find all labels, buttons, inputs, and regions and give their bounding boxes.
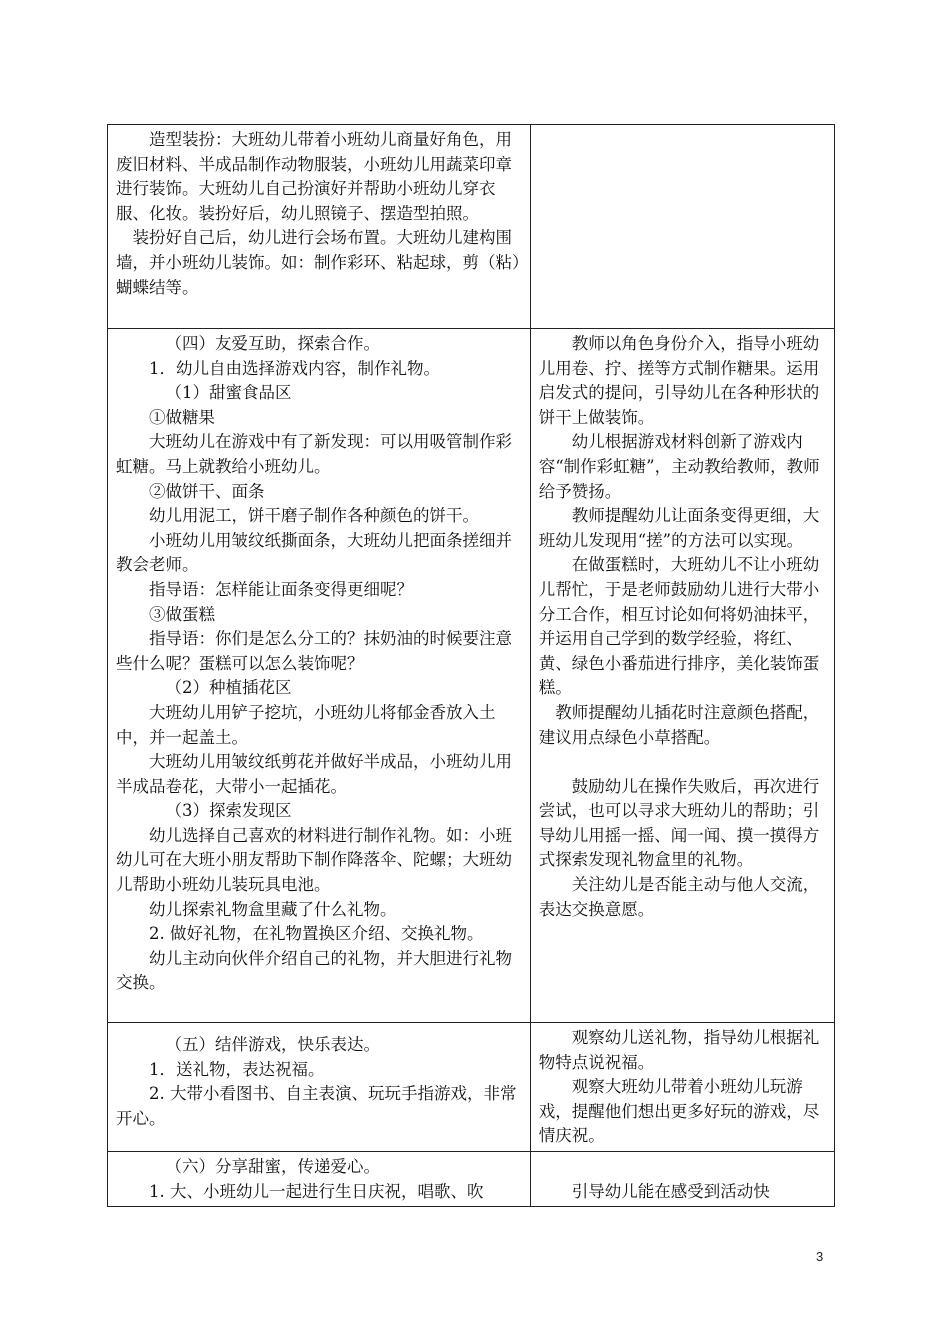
activity-cell [108,1151,531,1206]
guidance-cell [530,1023,834,1152]
page-number: 3 [816,1249,824,1264]
item-heading: ③做蛋糕 [149,604,215,624]
paragraph: 教师提醒幼儿让面条变得更细，大班幼儿发现用“搓”的方法可以实现。 [538,506,820,550]
table-row [108,1151,835,1206]
guidance-cell [530,329,834,1023]
paragraph: 大班幼儿用铲子挖坑，小班幼儿将郁金香放入土中，并一起盖土。 [116,702,496,747]
paragraph: 2. 做好礼物，在礼物置换区介绍、交换礼物。 [149,924,484,944]
paragraph: 幼儿用泥工，饼干磨子制作各种颜色的饼干。 [149,506,479,526]
paragraph: 幼儿探索礼物盒里藏了什么礼物。 [149,899,397,919]
paragraph: 造型装扮：大班幼儿带着小班幼儿商量好角色，用废旧材料、半成品制作动物服装，小班幼儿用蔬菜印章进行装饰。大班幼儿自己扮演好并帮助小班幼儿穿衣服、化妆。装扮好后，幼儿照镜子、摆造型拍照。 [116,130,512,223]
paragraph: 装扮好自己后，幼儿进行会场布置。大班幼儿建构围墙，并小班幼儿装饰。如：制作彩环、粘起球，剪（粘）蝴蝶结等。 [116,228,521,297]
paragraph: 1．送礼物，表达祝福。 [149,1059,325,1079]
guide-prompt: 指导语：怎样能让面条变得更细呢？ [149,579,413,599]
table-row [108,125,835,329]
item-heading: ①做糖果 [149,407,215,427]
lesson-plan-table [107,124,835,1207]
activity-cell [108,125,531,329]
section-heading: （四）友爱互助，探索合作。 [165,334,380,353]
paragraph: 1. 大、小班幼儿一起进行生日庆祝，唱歌、吹 [149,1181,484,1201]
guidance-cell [530,1151,834,1206]
paragraph: 观察幼儿送礼物，指导幼儿根据礼物特点说祝福。 [538,1028,820,1072]
guidance-cell [530,125,834,329]
paragraph: 观察大班幼儿带着小班幼儿玩游戏，提醒他们想出更多好玩的游戏，尽情庆祝。 [538,1077,820,1146]
table-row [108,1023,835,1152]
section-heading: （五）结伴游戏，快乐表达。 [165,1035,380,1054]
subsection-heading: （2）种植插花区 [165,678,292,698]
paragraph: 大班幼儿用皱纹纸剪花并做好半成品，小班幼儿用半成品卷花，大带小一起插花。 [116,752,512,796]
subsection-heading: （3）探索发现区 [165,801,292,821]
activity-cell [108,329,531,1023]
paragraph: 幼儿选择自己喜欢的材料进行制作礼物。如：小班幼儿可在大班小朋友帮助下制作降落伞、陀螺；大班幼儿帮助小班幼儿装玩具电池。 [116,825,512,895]
blank-line [539,750,826,775]
blank-line [539,1155,826,1180]
paragraph: 教师提醒幼儿插花时注意颜色搭配，建议用点绿色小草搭配。 [538,702,820,747]
paragraph: 2. 大带小看图书、自主表演、玩玩手指游戏，非常开心。 [116,1084,517,1128]
paragraph: 在做蛋糕时，大班幼儿不让小班幼儿帮忙，于是老师鼓励幼儿进行大带小分工合作，相互讨论如何将奶油抹平，并运用自己学到的数学经验，将红、黄、绿色小番茄进行排序，美化装饰蛋糕。 [538,555,820,698]
paragraph: 引导幼儿能在感受到活动快 [571,1181,770,1201]
paragraph: 幼儿主动向伙伴介绍自己的礼物，并大胆进行礼物交换。 [116,948,512,993]
paragraph: 教师以角色身份介入，指导小班幼儿用卷、拧、搓等方式制作糖果。运用启发式的提问，引导幼儿在各种形状的饼干上做装饰。 [538,334,820,427]
activity-cell [108,1023,531,1152]
paragraph: 小班幼儿用皱纹纸撕面条，大班幼儿把面条搓细并教会老师。 [116,530,512,575]
guide-prompt: 指导语：你们是怎么分工的？抹奶油的时候要注意些什么呢？蛋糕可以怎么装饰呢？ [116,629,512,673]
item-heading: ②做饼干、面条 [149,481,265,501]
section-heading: （六）分享甜蜜，传递爱心。 [165,1156,380,1176]
paragraph: 大班幼儿在游戏中有了新发现：可以用吸管制作彩虹糖。马上就教给小班幼儿。 [116,432,512,476]
paragraph: 1．幼儿自由选择游戏内容，制作礼物。 [149,358,440,378]
subsection-heading: （1）甜蜜食品区 [165,383,292,403]
paragraph: 关注幼儿是否能主动与他人交流，表达交换意愿。 [538,875,820,919]
paragraph: 鼓励幼儿在操作失败后，再次进行尝试，也可以寻求大班幼儿的帮助；引导幼儿用摇一摇、闻一闻、摸一摸得方式探索发现礼物盒里的礼物。 [538,776,820,870]
paragraph: 幼儿根据游戏材料创新了游戏内容“制作彩虹糖”，主动教给教师，教师给予赞扬。 [538,432,820,501]
table-row [108,329,835,1023]
